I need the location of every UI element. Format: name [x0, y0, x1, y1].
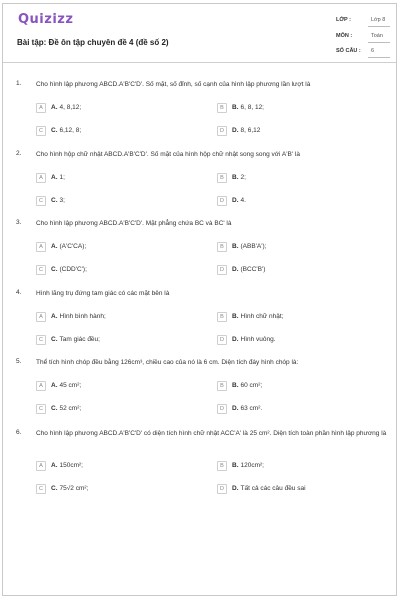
option-b[interactable]	[217, 242, 377, 254]
option-d[interactable]	[217, 126, 377, 138]
option-letter-badge: A	[36, 312, 46, 322]
option-c[interactable]	[36, 484, 196, 496]
option-text: 6, 8, 12;	[240, 104, 264, 111]
option-prefix: C.	[51, 266, 58, 273]
option-prefix: A.	[51, 313, 58, 320]
option-letter-badge: C	[36, 196, 46, 206]
option-text: Hình bình hành;	[59, 313, 106, 320]
option-b[interactable]	[217, 461, 377, 473]
option-text: 3;	[59, 197, 65, 204]
question-text: Cho hình hộp chữ nhật ABCD.A'B'C'D'. Số mặt của hình hộp chữ nhật song song với A'B' là	[36, 151, 300, 158]
option-text: 45 cm²;	[59, 382, 82, 389]
option-prefix: C.	[51, 405, 58, 412]
meta-subject	[336, 33, 391, 39]
option-letter-badge: A	[36, 173, 46, 183]
option-text: 8, 6,12	[240, 127, 261, 134]
option-prefix: B.	[232, 462, 239, 469]
question-number: 4.	[16, 289, 22, 296]
option-prefix: D.	[232, 197, 239, 204]
question-number: 6.	[16, 429, 22, 436]
meta-value: Lớp 8	[371, 17, 386, 23]
option-d[interactable]	[217, 404, 377, 416]
option-prefix: D.	[232, 127, 239, 134]
option-a[interactable]	[36, 461, 196, 473]
option-text: (BCC'B')	[240, 266, 266, 273]
option-letter-badge: D	[217, 126, 227, 136]
option-letter-badge: D	[217, 484, 227, 494]
option-text: 63 cm².	[240, 405, 263, 412]
option-text: Hình chữ nhật;	[240, 313, 284, 320]
option-letter-badge: C	[36, 335, 46, 345]
option-text: 60 cm²;	[240, 382, 263, 389]
option-letter-badge: D	[217, 335, 227, 345]
option-prefix: A.	[51, 462, 58, 469]
quizizz-logo: Quizizz	[18, 12, 74, 27]
option-a[interactable]	[36, 242, 196, 254]
option-text: 6,12, 8;	[59, 127, 82, 134]
option-c[interactable]	[36, 404, 196, 416]
option-d[interactable]	[217, 196, 377, 208]
meta-underline	[368, 42, 390, 43]
option-prefix: A.	[51, 104, 58, 111]
option-prefix: C.	[51, 127, 58, 134]
option-letter-badge: B	[217, 461, 227, 471]
question-number: 2.	[16, 150, 22, 157]
option-letter-badge: D	[217, 196, 227, 206]
question-text: Cho hình lập phương ABCD.A'B'C'D'. Số mặt, số đỉnh, số cạnh của hình lập phương lần lượt là	[36, 81, 311, 88]
option-b[interactable]	[217, 103, 377, 115]
question-text: Cho hình lập phương ABCD.A'B'C'D' có diện tích hình chữ nhật ACC'A' là 25 cm². Diện tích toàn phần hình lập phương là	[36, 430, 387, 437]
meta-label: SỐ CÂU :	[336, 48, 361, 54]
option-letter-badge: C	[36, 404, 46, 414]
option-a[interactable]	[36, 312, 196, 324]
option-prefix: A.	[51, 174, 58, 181]
option-prefix: D.	[232, 405, 239, 412]
option-prefix: B.	[232, 104, 239, 111]
meta-label: MÔN :	[336, 33, 353, 39]
option-text: Tất cả các câu đều sai	[240, 485, 306, 492]
option-prefix: D.	[232, 336, 239, 343]
meta-label: LỚP :	[336, 17, 351, 23]
option-d[interactable]	[217, 335, 377, 347]
meta-underline	[368, 57, 390, 58]
question-text: Hình lăng trụ đứng tam giác có các mặt bên là	[36, 290, 170, 297]
option-prefix: C.	[51, 485, 58, 492]
option-letter-badge: A	[36, 461, 46, 471]
option-prefix: D.	[232, 485, 239, 492]
option-prefix: B.	[232, 243, 239, 250]
option-a[interactable]	[36, 381, 196, 393]
option-prefix: C.	[51, 197, 58, 204]
question-number: 1.	[16, 80, 22, 87]
option-prefix: B.	[232, 174, 239, 181]
option-c[interactable]	[36, 265, 196, 277]
option-letter-badge: B	[217, 312, 227, 322]
option-a[interactable]	[36, 103, 196, 115]
option-letter-badge: B	[217, 173, 227, 183]
option-letter-badge: B	[217, 381, 227, 391]
question-number: 5.	[16, 358, 22, 365]
option-text: 75√2 cm²;	[59, 485, 89, 492]
meta-value: Toán	[371, 33, 383, 39]
option-letter-badge: C	[36, 265, 46, 275]
meta-value: 6	[371, 48, 375, 54]
option-letter-badge: B	[217, 242, 227, 252]
option-text: 2;	[240, 174, 246, 181]
option-prefix: A.	[51, 382, 58, 389]
question-text: Cho hình lập phương ABCD.A'B'C'D'. Mặt phẳng chứa BC và BC' là	[36, 220, 232, 227]
option-b[interactable]	[217, 173, 377, 185]
option-prefix: B.	[232, 382, 239, 389]
option-text: 120cm²;	[240, 462, 264, 469]
question-text: Thể tích hình chóp đều bằng 126cm³, chiều cao của nó là 6 cm. Diện tích đáy hình chóp là:	[36, 359, 299, 366]
option-text: 52 cm²;	[59, 405, 82, 412]
worksheet-title: Bài tập: Đề ôn tập chuyên đề 4 (đề số 2)	[17, 38, 169, 47]
option-text: (ABB'A');	[240, 243, 267, 250]
option-prefix: A.	[51, 243, 58, 250]
option-prefix: B.	[232, 313, 239, 320]
option-prefix: D.	[232, 266, 239, 273]
option-c[interactable]	[36, 335, 196, 347]
option-letter-badge: D	[217, 404, 227, 414]
option-letter-badge: C	[36, 484, 46, 494]
worksheet-header	[3, 4, 396, 63]
option-text: 4.	[240, 197, 246, 204]
option-a[interactable]	[36, 173, 196, 185]
meta-grade	[336, 17, 391, 23]
option-text: (A'C'CA);	[59, 243, 87, 250]
option-text: 4, 8,12;	[59, 104, 82, 111]
option-d[interactable]	[217, 484, 377, 496]
worksheet-page	[2, 3, 397, 596]
option-c[interactable]	[36, 126, 196, 138]
option-c[interactable]	[36, 196, 196, 208]
option-letter-badge: B	[217, 103, 227, 113]
option-letter-badge: D	[217, 265, 227, 275]
option-letter-badge: A	[36, 381, 46, 391]
option-letter-badge: C	[36, 126, 46, 136]
option-prefix: C.	[51, 336, 58, 343]
option-b[interactable]	[217, 381, 377, 393]
meta-underline	[368, 26, 390, 27]
option-d[interactable]	[217, 265, 377, 277]
meta-question-count	[336, 48, 391, 54]
option-text: (CDD'C');	[59, 266, 87, 273]
option-text: Hình vuông.	[240, 336, 276, 343]
option-b[interactable]	[217, 312, 377, 324]
option-text: 150cm²;	[59, 462, 83, 469]
option-text: 1;	[59, 174, 65, 181]
question-number: 3.	[16, 219, 22, 226]
option-text: Tam giác đều;	[59, 336, 100, 343]
option-letter-badge: A	[36, 103, 46, 113]
option-letter-badge: A	[36, 242, 46, 252]
